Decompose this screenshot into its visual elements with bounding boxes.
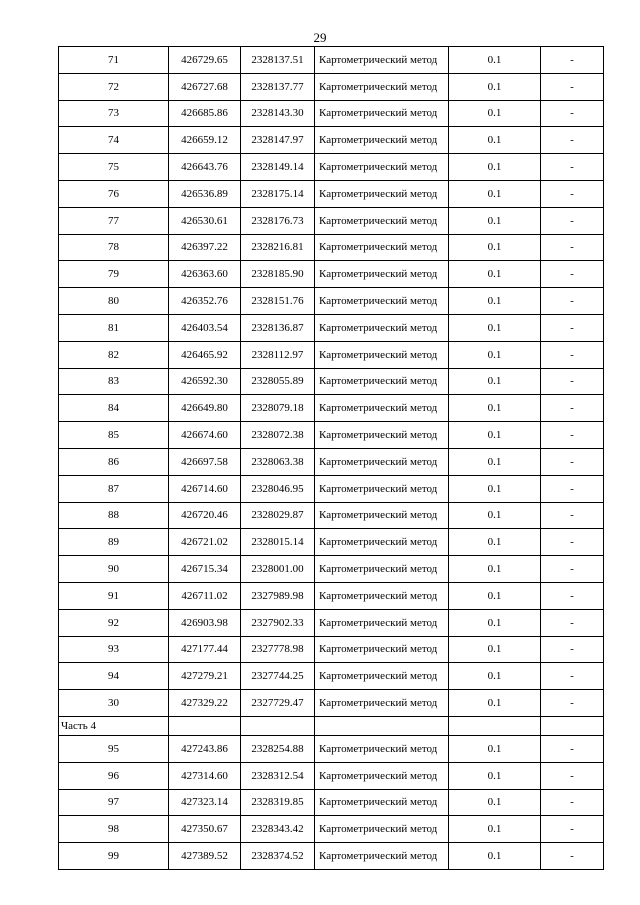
point-number-cell: 93 (59, 636, 169, 663)
method-cell: Картометрический метод (315, 609, 449, 636)
x-coordinate-cell: 426592.30 (169, 368, 241, 395)
y-coordinate-cell: 2328136.87 (241, 314, 315, 341)
accuracy-cell: 0.1 (449, 100, 541, 127)
table-row (59, 663, 604, 690)
table-row (59, 609, 604, 636)
table-row (59, 422, 604, 449)
method-cell: Картометрический метод (315, 100, 449, 127)
table-row (59, 47, 604, 74)
note-cell: - (541, 341, 604, 368)
y-coordinate-cell: 2328143.30 (241, 100, 315, 127)
y-coordinate-cell: 2327729.47 (241, 690, 315, 717)
y-coordinate-cell: 2328046.95 (241, 475, 315, 502)
point-number-cell: 98 (59, 816, 169, 843)
method-cell: Картометрический метод (315, 47, 449, 74)
y-coordinate-cell: 2328072.38 (241, 422, 315, 449)
method-cell: Картометрический метод (315, 180, 449, 207)
table-row (59, 127, 604, 154)
accuracy-cell: 0.1 (449, 261, 541, 288)
method-cell: Картометрический метод (315, 502, 449, 529)
note-cell: - (541, 100, 604, 127)
point-number-cell: 83 (59, 368, 169, 395)
point-number-cell: 89 (59, 529, 169, 556)
y-coordinate-cell: 2328176.73 (241, 207, 315, 234)
method-cell: Картометрический метод (315, 127, 449, 154)
point-number-cell: 90 (59, 556, 169, 583)
accuracy-cell: 0.1 (449, 154, 541, 181)
x-coordinate-cell: 426727.68 (169, 73, 241, 100)
accuracy-cell: 0.1 (449, 207, 541, 234)
x-coordinate-cell: 426363.60 (169, 261, 241, 288)
method-cell: Картометрический метод (315, 261, 449, 288)
coordinates-table-body (59, 47, 604, 870)
note-cell: - (541, 843, 604, 870)
accuracy-cell: 0.1 (449, 73, 541, 100)
method-cell: Картометрический метод (315, 234, 449, 261)
x-coordinate-cell: 427243.86 (169, 735, 241, 762)
y-coordinate-cell: 2328312.54 (241, 762, 315, 789)
table-row (59, 368, 604, 395)
y-coordinate-cell: 2328015.14 (241, 529, 315, 556)
table-row (59, 816, 604, 843)
point-number-cell: 71 (59, 47, 169, 74)
x-coordinate-cell: 427323.14 (169, 789, 241, 816)
note-cell: - (541, 663, 604, 690)
y-coordinate-cell: 2328149.14 (241, 154, 315, 181)
x-coordinate-cell: 426643.76 (169, 154, 241, 181)
y-coordinate-cell: 2328343.42 (241, 816, 315, 843)
point-number-cell: 92 (59, 609, 169, 636)
table-row (59, 234, 604, 261)
table-row (59, 529, 604, 556)
method-cell: Картометрический метод (315, 582, 449, 609)
point-number-cell: 86 (59, 448, 169, 475)
y-coordinate-cell: 2328147.97 (241, 127, 315, 154)
table-row (59, 314, 604, 341)
note-cell: - (541, 502, 604, 529)
note-cell: - (541, 314, 604, 341)
accuracy-cell: 0.1 (449, 288, 541, 315)
method-cell: Картометрический метод (315, 556, 449, 583)
empty-cell (241, 716, 315, 735)
empty-cell (315, 716, 449, 735)
note-cell: - (541, 448, 604, 475)
table-row (59, 395, 604, 422)
x-coordinate-cell: 426530.61 (169, 207, 241, 234)
table-row (59, 207, 604, 234)
y-coordinate-cell: 2328137.51 (241, 47, 315, 74)
table-row (59, 636, 604, 663)
y-coordinate-cell: 2327989.98 (241, 582, 315, 609)
table-row (59, 502, 604, 529)
table-row (59, 100, 604, 127)
y-coordinate-cell: 2327902.33 (241, 609, 315, 636)
x-coordinate-cell: 426659.12 (169, 127, 241, 154)
accuracy-cell: 0.1 (449, 636, 541, 663)
method-cell: Картометрический метод (315, 154, 449, 181)
accuracy-cell: 0.1 (449, 234, 541, 261)
y-coordinate-cell: 2328029.87 (241, 502, 315, 529)
table-row (59, 762, 604, 789)
note-cell: - (541, 180, 604, 207)
x-coordinate-cell: 426352.76 (169, 288, 241, 315)
method-cell: Картометрический метод (315, 475, 449, 502)
accuracy-cell: 0.1 (449, 502, 541, 529)
method-cell: Картометрический метод (315, 288, 449, 315)
table-row (59, 789, 604, 816)
method-cell: Картометрический метод (315, 73, 449, 100)
method-cell: Картометрический метод (315, 735, 449, 762)
point-number-cell: 73 (59, 100, 169, 127)
note-cell: - (541, 636, 604, 663)
method-cell: Картометрический метод (315, 341, 449, 368)
note-cell: - (541, 127, 604, 154)
y-coordinate-cell: 2328254.88 (241, 735, 315, 762)
y-coordinate-cell: 2328185.90 (241, 261, 315, 288)
table-row (59, 690, 604, 717)
x-coordinate-cell: 427389.52 (169, 843, 241, 870)
accuracy-cell: 0.1 (449, 127, 541, 154)
note-cell: - (541, 368, 604, 395)
table-row (59, 180, 604, 207)
note-cell: - (541, 288, 604, 315)
y-coordinate-cell: 2328055.89 (241, 368, 315, 395)
empty-cell (169, 716, 241, 735)
point-number-cell: 84 (59, 395, 169, 422)
y-coordinate-cell: 2328151.76 (241, 288, 315, 315)
accuracy-cell: 0.1 (449, 582, 541, 609)
y-coordinate-cell: 2328216.81 (241, 234, 315, 261)
note-cell: - (541, 261, 604, 288)
point-number-cell: 94 (59, 663, 169, 690)
point-number-cell: 77 (59, 207, 169, 234)
accuracy-cell: 0.1 (449, 735, 541, 762)
note-cell: - (541, 762, 604, 789)
table-row (59, 475, 604, 502)
x-coordinate-cell: 426721.02 (169, 529, 241, 556)
y-coordinate-cell: 2328175.14 (241, 180, 315, 207)
table-row (59, 261, 604, 288)
table-row (59, 843, 604, 870)
table-row (59, 448, 604, 475)
table-row (59, 288, 604, 315)
x-coordinate-cell: 426903.98 (169, 609, 241, 636)
x-coordinate-cell: 426720.46 (169, 502, 241, 529)
accuracy-cell: 0.1 (449, 663, 541, 690)
method-cell: Картометрический метод (315, 448, 449, 475)
method-cell: Картометрический метод (315, 789, 449, 816)
accuracy-cell: 0.1 (449, 47, 541, 74)
method-cell: Картометрический метод (315, 690, 449, 717)
accuracy-cell: 0.1 (449, 609, 541, 636)
point-number-cell: 82 (59, 341, 169, 368)
table-row (59, 341, 604, 368)
point-number-cell: 99 (59, 843, 169, 870)
method-cell: Картометрический метод (315, 843, 449, 870)
point-number-cell: 30 (59, 690, 169, 717)
table-row (59, 73, 604, 100)
accuracy-cell: 0.1 (449, 368, 541, 395)
section-label: Часть 4 (59, 716, 169, 735)
point-number-cell: 91 (59, 582, 169, 609)
note-cell: - (541, 556, 604, 583)
accuracy-cell: 0.1 (449, 816, 541, 843)
empty-cell (541, 716, 604, 735)
x-coordinate-cell: 426697.58 (169, 448, 241, 475)
note-cell: - (541, 422, 604, 449)
note-cell: - (541, 207, 604, 234)
y-coordinate-cell: 2328112.97 (241, 341, 315, 368)
note-cell: - (541, 735, 604, 762)
y-coordinate-cell: 2328063.38 (241, 448, 315, 475)
accuracy-cell: 0.1 (449, 180, 541, 207)
note-cell: - (541, 47, 604, 74)
y-coordinate-cell: 2328374.52 (241, 843, 315, 870)
y-coordinate-cell: 2328137.77 (241, 73, 315, 100)
x-coordinate-cell: 426674.60 (169, 422, 241, 449)
x-coordinate-cell: 426729.65 (169, 47, 241, 74)
note-cell: - (541, 234, 604, 261)
x-coordinate-cell: 427279.21 (169, 663, 241, 690)
method-cell: Картометрический метод (315, 636, 449, 663)
x-coordinate-cell: 426711.02 (169, 582, 241, 609)
note-cell: - (541, 789, 604, 816)
x-coordinate-cell: 426397.22 (169, 234, 241, 261)
note-cell: - (541, 395, 604, 422)
point-number-cell: 79 (59, 261, 169, 288)
x-coordinate-cell: 427329.22 (169, 690, 241, 717)
accuracy-cell: 0.1 (449, 448, 541, 475)
accuracy-cell: 0.1 (449, 762, 541, 789)
point-number-cell: 96 (59, 762, 169, 789)
point-number-cell: 88 (59, 502, 169, 529)
table-row (59, 735, 604, 762)
method-cell: Картометрический метод (315, 314, 449, 341)
method-cell: Картометрический метод (315, 529, 449, 556)
note-cell: - (541, 690, 604, 717)
y-coordinate-cell: 2327744.25 (241, 663, 315, 690)
accuracy-cell: 0.1 (449, 341, 541, 368)
accuracy-cell: 0.1 (449, 475, 541, 502)
accuracy-cell: 0.1 (449, 690, 541, 717)
coordinates-table (58, 46, 604, 870)
method-cell: Картометрический метод (315, 422, 449, 449)
x-coordinate-cell: 427350.67 (169, 816, 241, 843)
point-number-cell: 85 (59, 422, 169, 449)
table-row (59, 556, 604, 583)
y-coordinate-cell: 2328001.00 (241, 556, 315, 583)
point-number-cell: 97 (59, 789, 169, 816)
accuracy-cell: 0.1 (449, 529, 541, 556)
point-number-cell: 74 (59, 127, 169, 154)
x-coordinate-cell: 426465.92 (169, 341, 241, 368)
point-number-cell: 72 (59, 73, 169, 100)
method-cell: Картометрический метод (315, 395, 449, 422)
note-cell: - (541, 609, 604, 636)
section-row (59, 716, 604, 735)
note-cell: - (541, 154, 604, 181)
point-number-cell: 87 (59, 475, 169, 502)
x-coordinate-cell: 426649.80 (169, 395, 241, 422)
point-number-cell: 95 (59, 735, 169, 762)
method-cell: Картометрический метод (315, 663, 449, 690)
x-coordinate-cell: 426685.86 (169, 100, 241, 127)
y-coordinate-cell: 2327778.98 (241, 636, 315, 663)
x-coordinate-cell: 427314.60 (169, 762, 241, 789)
accuracy-cell: 0.1 (449, 556, 541, 583)
point-number-cell: 78 (59, 234, 169, 261)
point-number-cell: 80 (59, 288, 169, 315)
note-cell: - (541, 529, 604, 556)
table-row (59, 154, 604, 181)
point-number-cell: 81 (59, 314, 169, 341)
x-coordinate-cell: 426715.34 (169, 556, 241, 583)
point-number-cell: 75 (59, 154, 169, 181)
x-coordinate-cell: 427177.44 (169, 636, 241, 663)
table-row (59, 582, 604, 609)
x-coordinate-cell: 426403.54 (169, 314, 241, 341)
accuracy-cell: 0.1 (449, 422, 541, 449)
note-cell: - (541, 475, 604, 502)
note-cell: - (541, 816, 604, 843)
method-cell: Картометрический метод (315, 816, 449, 843)
page-number: 29 (313, 30, 327, 45)
note-cell: - (541, 582, 604, 609)
accuracy-cell: 0.1 (449, 395, 541, 422)
accuracy-cell: 0.1 (449, 789, 541, 816)
method-cell: Картометрический метод (315, 762, 449, 789)
method-cell: Картометрический метод (315, 368, 449, 395)
empty-cell (449, 716, 541, 735)
y-coordinate-cell: 2328319.85 (241, 789, 315, 816)
accuracy-cell: 0.1 (449, 843, 541, 870)
y-coordinate-cell: 2328079.18 (241, 395, 315, 422)
point-number-cell: 76 (59, 180, 169, 207)
note-cell: - (541, 73, 604, 100)
accuracy-cell: 0.1 (449, 314, 541, 341)
x-coordinate-cell: 426536.89 (169, 180, 241, 207)
x-coordinate-cell: 426714.60 (169, 475, 241, 502)
method-cell: Картометрический метод (315, 207, 449, 234)
